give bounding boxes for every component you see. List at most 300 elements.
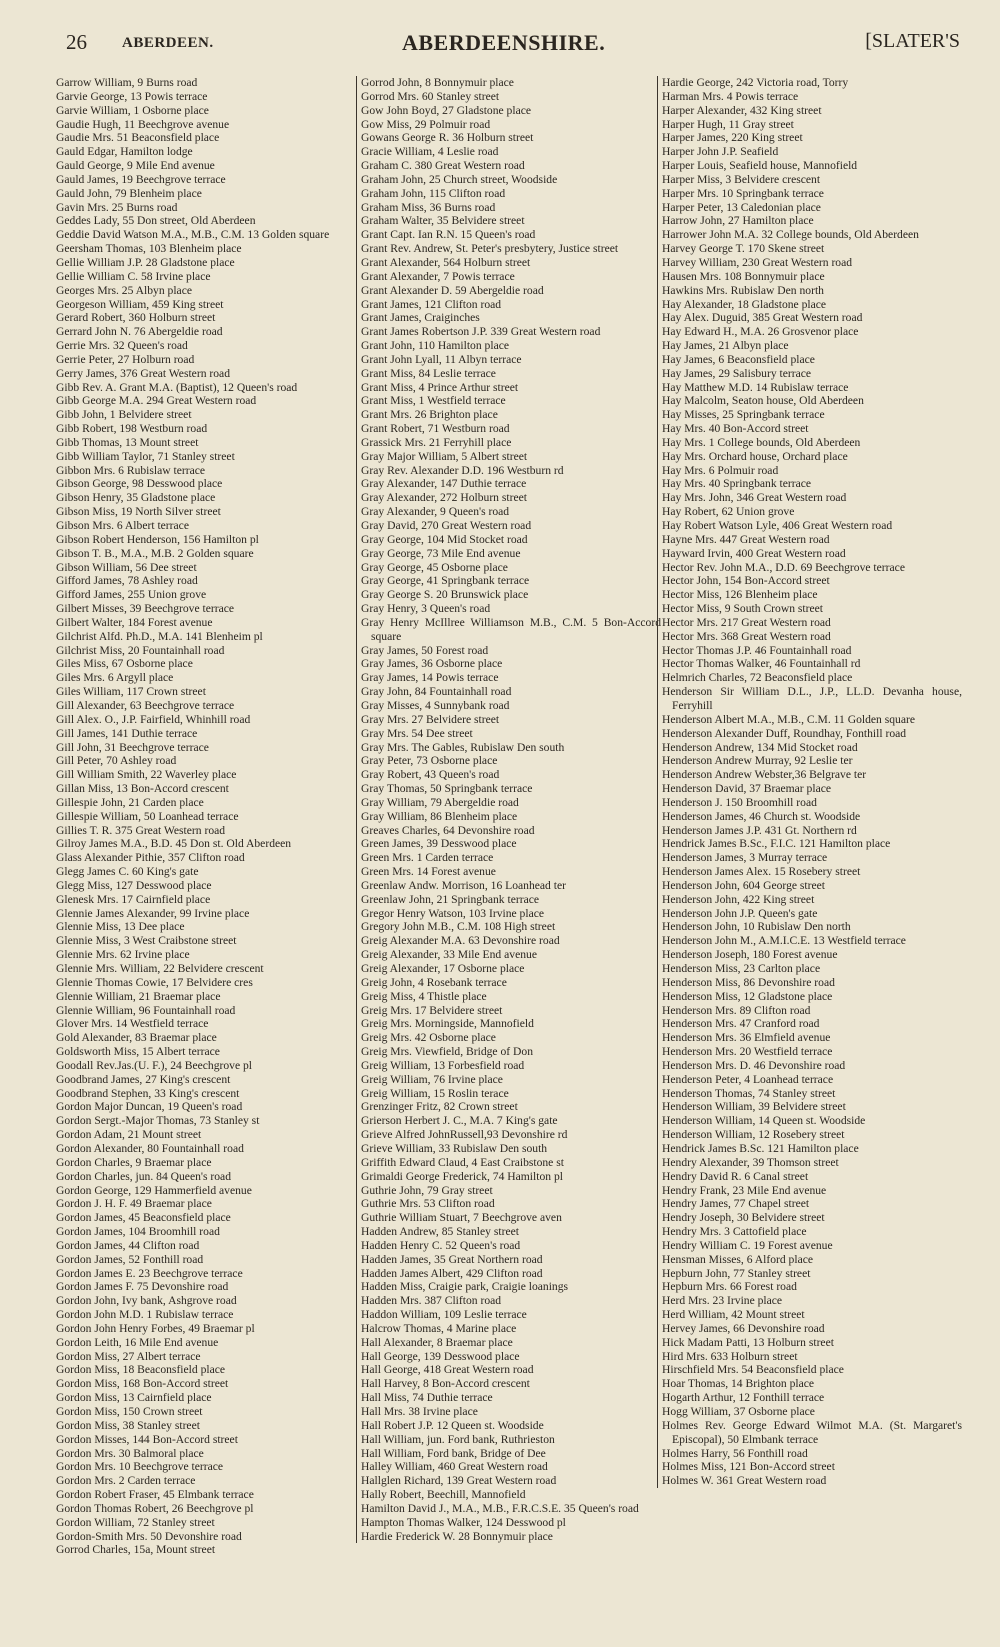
directory-entry: Henderson Peter, 4 Loanhead terrace (662, 1072, 834, 1086)
directory-entry: Henderson Sir William D.L., J.P., LL.D. Devanha house, Ferryhill (662, 685, 962, 712)
directory-entry: Goodbrand James, 27 King's crescent (56, 1072, 231, 1086)
directory-entry: Harman Mrs. 4 Powis terrace (662, 89, 799, 103)
directory-entry: Harper Louis, Seafield house, Mannofield (662, 159, 858, 173)
directory-entry: Hay Malcolm, Seaton house, Old Aberdeen (662, 394, 864, 408)
directory-entry: Grassick Mrs. 21 Ferryhill place (361, 435, 512, 449)
directory-entry: Herd William, 42 Mount street (662, 1308, 805, 1322)
directory-entry: Henderson John J.P. Queen's gate (662, 906, 818, 920)
directory-entry: Henderson James Alex. 15 Rosebery street (662, 865, 861, 879)
directory-entry: Hendry Mrs. 3 Cattofield place (662, 1225, 807, 1239)
directory-entry: Hensman Misses, 6 Alford place (662, 1252, 814, 1266)
directory-entry: Gray Mrs. 54 Dee street (361, 726, 473, 740)
directory-entry: Grant John, 110 Hamilton place (361, 339, 510, 353)
directory-entry: Glennie Thomas Cowie, 17 Belvidere cres (56, 975, 253, 989)
directory-entry: Henderson Mrs. 36 Elmfield avenue (662, 1031, 831, 1045)
directory-entry: Hayward Irvin, 400 Great Western road (662, 546, 846, 560)
directory-entry: Gray James, 36 Osborne place (361, 657, 503, 671)
directory-entry: Gellie William J.P. 28 Gladstone place (56, 255, 235, 269)
directory-entry: Grant Miss, 84 Leslie terrace (361, 366, 496, 380)
directory-entry: Grant Capt. Ian R.N. 15 Queen's road (361, 228, 536, 242)
directory-entry: Gray Henry McIllree Williamson M.B., C.M. 5 Bon-Accord square (361, 615, 661, 643)
directory-entry: Gordon Mrs. 30 Balmoral place (56, 1446, 204, 1460)
directory-entry: Gorrod Charles, 15a, Mount street (56, 1543, 216, 1557)
directory-entry: Glegg Miss, 127 Desswood place (56, 878, 212, 892)
directory-entry: Hay Alexander, 18 Gladstone place (662, 297, 827, 311)
directory-entry: Greig William, 13 Forbesfield road (361, 1058, 525, 1072)
directory-entry: Hay Edward H., M.A. 26 Grosvenor place (662, 325, 859, 339)
directory-entry: Gerrie Mrs. 32 Queen's road (56, 339, 188, 353)
directory-entry: Henderson Mrs. D. 46 Devonshire road (662, 1058, 846, 1072)
directory-entry: Giles Miss, 67 Osborne place (56, 657, 193, 671)
directory-entry: Gray George S. 20 Brunswick place (361, 588, 529, 602)
directory-entry: Gauld Edgar, Hamilton lodge (56, 145, 193, 159)
directory-entry: Gifford James, 255 Union grove (56, 588, 207, 602)
directory-entry: Henderson Alexander Duff, Roundhay, Fonthill road (662, 726, 907, 740)
directory-entry: Hendry William C. 19 Forest avenue (662, 1238, 833, 1252)
directory-entry: Hallglen Richard, 139 Great Western road (361, 1474, 557, 1488)
directory-entry: Hay James, 29 Salisbury terrace (662, 366, 812, 380)
directory-entry: Gibb Thomas, 13 Mount street (56, 435, 199, 449)
directory-entry: Hogg William, 37 Osborne place (662, 1405, 815, 1418)
directory-entry: Gray Alexander, 147 Duthie terrace (361, 477, 527, 491)
directory-entry: Hervey James, 66 Devonshire road (662, 1321, 825, 1335)
directory-entry: Greig Mrs. Morningside, Mannofield (361, 1017, 534, 1031)
directory-entry: Gray Mrs. The Gables, Rubislaw Den south (361, 740, 565, 754)
directory-entry: Hamilton David J., M.A., M.B., F.R.C.S.E. 35 Queen's road (361, 1501, 639, 1515)
directory-entry: Hay Mrs. 40 Bon-Accord street (662, 422, 809, 436)
directory-entry: Henderson David, 37 Braemar place (662, 782, 832, 796)
directory-entry: Gill Alexander, 63 Beechgrove terrace (56, 698, 235, 712)
directory-entry: Henderson Andrew Webster,36 Belgrave ter (662, 768, 867, 782)
directory-entry: Hall Alexander, 8 Braemar place (361, 1335, 513, 1349)
directory-entry: Hendry James, 77 Chapel street (662, 1197, 810, 1211)
directory-entry: Greig William, 15 Roslin terace (361, 1086, 509, 1100)
directory-entry: Gowans George R. 36 Holburn street (361, 131, 534, 145)
directory-entry: Harper Alexander, 432 King street (662, 103, 822, 117)
directory-entry: Glegg James C. 60 King's gate (56, 865, 199, 879)
directory-entry: Hay Robert, 62 Union grove (662, 505, 795, 519)
directory-entry: Gordon John Henry Forbes, 49 Braemar pl (56, 1321, 255, 1335)
directory-entry: Hadden James Albert, 429 Clifton road (361, 1266, 543, 1280)
directory-entry: Gill William Smith, 22 Waverley place (56, 768, 237, 782)
directory-entry: Gold Alexander, 83 Braemar place (56, 1031, 217, 1045)
directory-entry: Harvey George T. 170 Skene street (662, 242, 825, 256)
directory-entry: Glennie Mrs. 62 Irvine place (56, 948, 190, 962)
directory-entry: Helmrich Charles, 72 Beaconsfield place (662, 671, 853, 685)
directory-entry: Henderson Joseph, 180 Forest avenue (662, 948, 838, 962)
directory-entry: Hick Madam Patti, 13 Holburn street (662, 1335, 834, 1349)
directory-entry: Hector Mrs. 217 Great Western road (662, 615, 831, 629)
column-middle (356, 76, 661, 1543)
directory-entry: Gilbert Walter, 184 Forest avenue (56, 615, 213, 629)
directory-entry: Gordon James, 44 Clifton road (56, 1238, 200, 1252)
directory-entry: Gordon J. H. F. 49 Braemar place (56, 1197, 212, 1211)
directory-entry: Hay Mrs. John, 346 Great Western road (662, 491, 847, 505)
directory-entry: Henderson William, 12 Rosebery street (662, 1128, 845, 1142)
directory-entry: Gray Robert, 43 Queen's road (361, 768, 500, 782)
directory-entry: Hadden Miss, Craigie park, Craigie loanings (361, 1280, 569, 1294)
directory-entry: Grant Alexander, 7 Powis terrace (361, 269, 515, 283)
directory-entry: Georgeson William, 459 King street (56, 297, 224, 311)
directory-entry: Harper Miss, 3 Belvidere crescent (662, 172, 821, 186)
directory-entry: Hall Harvey, 8 Bon-Accord crescent (361, 1377, 530, 1391)
directory-entry: Greig Miss, 4 Thistle place (361, 989, 487, 1003)
directory-entry: Gillies T. R. 375 Great Western road (56, 823, 226, 837)
directory-entry: Gordon Miss, 38 Stanley street (56, 1418, 200, 1432)
directory-entry: Gill Alex. O., J.P. Fairfield, Whinhill road (56, 712, 251, 726)
directory-entry: Geersham Thomas, 103 Blenheim place (56, 242, 242, 256)
directory-entry: Hector Thomas Walker, 46 Fountainhall rd (662, 657, 861, 671)
directory-entry: Hepburn Mrs. 66 Forest road (662, 1280, 797, 1294)
directory-entry: Geddes Lady, 55 Don street, Old Aberdeen (56, 214, 256, 228)
directory-entry: Hendry Alexander, 39 Thomson street (662, 1155, 839, 1169)
directory-entry: Gauld George, 9 Mile End avenue (56, 159, 215, 173)
directory-entry: Gellie William C. 58 Irvine place (56, 269, 211, 283)
directory-entry: Gibson William, 56 Dee street (56, 560, 197, 574)
directory-entry: Guthrie William Stuart, 7 Beechgrove aven (361, 1211, 562, 1225)
directory-entry: Garvie George, 13 Powis terrace (56, 89, 208, 103)
directory-entry: Hay Robert Watson Lyle, 406 Great Western road (662, 519, 893, 532)
directory-entry: Grant Mrs. 26 Brighton place (361, 408, 498, 422)
directory-entry: Goodbrand Stephen, 33 King's crescent (56, 1086, 240, 1100)
directory-entry: Gibson George, 98 Desswood place (56, 477, 223, 491)
directory-entry: Gordon James, 52 Fonthill road (56, 1252, 204, 1266)
directory-entry: Gordon Thomas Robert, 26 Beechgrove pl (56, 1501, 254, 1515)
directory-entry: Glover Mrs. 14 Westfield terrace (56, 1017, 209, 1031)
running-head-place: ABERDEEN. (122, 35, 214, 51)
directory-entry: Giles Mrs. 6 Argyll place (56, 671, 174, 685)
directory-entry: Henderson Miss, 86 Devonshire road (662, 975, 835, 989)
directory-entry: Gray David, 270 Great Western road (361, 519, 532, 532)
directory-entry: Gillan Miss, 13 Bon-Accord crescent (56, 782, 229, 796)
directory-entry: Gillespie John, 21 Carden place (56, 795, 204, 809)
directory-entry: Gordon Mrs. 2 Carden terrace (56, 1474, 196, 1488)
directory-entry: Henderson John M., A.M.I.C.E. 13 Westfield terrace (662, 934, 906, 948)
directory-entry: Henderson John, 604 George street (662, 878, 826, 892)
directory-entry: Gibson T. B., M.A., M.B. 2 Golden square (56, 546, 254, 560)
directory-entry: Hendrick James B.Sc., F.I.C. 121 Hamilton place (662, 837, 891, 851)
directory-entry: Harper Mrs. 10 Springbank terrace (662, 186, 824, 200)
directory-entry: Henderson Andrew, 134 Mid Stocket road (662, 740, 858, 754)
directory-entry: Gordon James, 104 Broomhill road (56, 1225, 220, 1239)
directory-entry: Henderson Andrew Murray, 92 Leslie ter (662, 754, 853, 768)
directory-entry: Gray Rev. Alexander D.D. 196 Westburn rd (361, 463, 564, 477)
directory-entry: Gordon James F. 75 Devonshire road (56, 1280, 229, 1294)
column-right (657, 76, 962, 1488)
directory-entry: Henderson Miss, 23 Carlton place (662, 962, 821, 975)
directory-entry: Glenesk Mrs. 17 Cairnfield place (56, 892, 211, 906)
directory-entry: Hector Miss, 126 Blenheim place (662, 588, 818, 602)
directory-entry: Gregor Henry Watson, 103 Irvine place (361, 906, 545, 920)
directory-entry: Gracie William, 4 Leslie road (361, 145, 499, 159)
directory-entry: Henderson Mrs. 20 Westfield terrace (662, 1045, 833, 1059)
directory-entry: Gibb John, 1 Belvidere street (56, 408, 192, 422)
directory-entry: Hausen Mrs. 108 Bonnymuir place (662, 269, 825, 283)
directory-entry: Grenzinger Fritz, 82 Crown street (361, 1100, 518, 1114)
directory-entry: Gray George, 41 Springbank terrace (361, 574, 530, 588)
directory-entry: Grant James, Craiginches (361, 311, 480, 325)
directory-entry: Hector Mrs. 368 Great Western road (662, 629, 831, 643)
directory-entry: Hall George, 139 Desswood place (361, 1349, 520, 1363)
directory-entry: Herd Mrs. 23 Irvine place (662, 1294, 783, 1308)
directory-entry: Gibson Henry, 35 Gladstone place (56, 491, 216, 505)
directory-entry: Harper Hugh, 11 Gray street (662, 117, 794, 131)
directory-entry: Gerrard John N. 76 Abergeldie road (56, 325, 223, 339)
directory-entry: Harper Peter, 13 Caledonian place (662, 200, 821, 214)
directory-entry: Gibson Robert Henderson, 156 Hamilton pl (56, 532, 259, 546)
directory-entry: Henderson Albert M.A., M.B., C.M. 11 Golden square (662, 712, 915, 726)
directory-entry: Greig William, 76 Irvine place (361, 1072, 503, 1086)
directory-entry: Grant Robert, 71 Westburn road (361, 422, 510, 436)
directory-entry: Guthrie Mrs. 53 Clifton road (361, 1197, 495, 1211)
directory-entry: Gordon Miss, 150 Crown street (56, 1405, 203, 1418)
directory-entry: Gibbon Mrs. 6 Rubislaw terrace (56, 463, 206, 477)
directory-entry: Halcrow Thomas, 4 Marine place (361, 1321, 517, 1335)
directory-entry: Hall George, 418 Great Western road (361, 1363, 534, 1377)
directory-entry: Gray Misses, 4 Sunnybank road (361, 698, 510, 712)
directory-entry: Glennie William, 96 Fountainhall road (56, 1003, 236, 1017)
directory-entry: Gray Henry, 3 Queen's road (361, 602, 491, 616)
directory-entry: Halley William, 460 Great Western road (361, 1460, 548, 1474)
directory-entry: Grant Alexander, 564 Holburn street (361, 255, 531, 269)
directory-entry: Glennie Miss, 3 West Craibstone street (56, 934, 237, 948)
directory-entry: Greaves Charles, 64 Devonshire road (361, 823, 535, 837)
directory-entry: Gordon Sergt.-Major Thomas, 73 Stanley st (56, 1114, 260, 1128)
directory-entry: Giles William, 117 Crown street (56, 685, 206, 699)
directory-entry: Grimaldi George Frederick, 74 Hamilton pl (361, 1169, 563, 1183)
directory-entry: Gordon William, 72 Stanley street (56, 1515, 215, 1529)
directory-entry: Garrow William, 9 Burns road (56, 76, 198, 89)
directory-entry: Gordon-Smith Mrs. 50 Devonshire road (56, 1529, 242, 1543)
directory-entry: Gordon Miss, 168 Bon-Accord street (56, 1377, 229, 1391)
directory-entry: Geddie David Watson M.A., M.B., C.M. 13 Golden square (56, 228, 330, 242)
directory-entry: Hay Mrs. 6 Polmuir road (662, 463, 779, 477)
directory-entry: Griffith Edward Claud, 4 East Craibstone st (361, 1155, 564, 1169)
directory-entry: Hay Mrs. 1 College bounds, Old Aberdeen (662, 435, 861, 449)
directory-entry: Gray Major William, 5 Albert street (361, 449, 528, 463)
directory-entry: Gibb George M.A. 294 Great Western road (56, 394, 257, 408)
directory-entry: Gilbert Misses, 39 Beechgrove terrace (56, 602, 235, 616)
directory-entry: Holmes W. 361 Great Western road (662, 1474, 827, 1488)
directory-entry: Hector John, 154 Bon-Accord street (662, 574, 830, 588)
running-head-publisher: [SLATER'S (865, 30, 960, 52)
directory-entry: Gilchrist Alfd. Ph.D., M.A. 141 Blenheim pl (56, 629, 263, 643)
directory-entry: Glennie William, 21 Braemar place (56, 989, 221, 1003)
directory-entry: Holmes Rev. George Edward Wilmot M.A. (St. Margaret's Episcopal), 50 Elmbank terrace (662, 1418, 962, 1446)
directory-entry: Greig Alexander, 17 Osborne place (361, 962, 525, 975)
directory-entry: Gordon Misses, 144 Bon-Accord street (56, 1432, 238, 1446)
directory-entry: Hally Robert, Beechill, Mannofield (361, 1488, 526, 1502)
directory-entry: Harper James, 220 King street (662, 131, 803, 145)
directory-entry: Gaudie Hugh, 11 Beechgrove avenue (56, 117, 230, 131)
directory-entry: Henderson Mrs. 89 Clifton road (662, 1003, 811, 1017)
directory-entry: Gerrie Peter, 27 Holburn road (56, 352, 195, 366)
directory-entry: Hardie Frederick W. 28 Bonnymuir place (361, 1529, 553, 1543)
directory-entry: Gray William, 86 Blenheim place (361, 809, 518, 823)
directory-entry: Gray John, 84 Fountainhall road (361, 685, 512, 699)
directory-entry: Hepburn John, 77 Stanley street (662, 1266, 811, 1280)
directory-entry: Hector Rev. John M.A., D.D. 69 Beechgrove terrace (662, 560, 905, 574)
directory-entry: Hadden Andrew, 85 Stanley street (361, 1225, 519, 1239)
directory-entry: Gray Mrs. 27 Belvidere street (361, 712, 500, 726)
directory-entry: Harrower John M.A. 32 College bounds, Old Aberdeen (662, 228, 919, 242)
directory-entry: Gray George, 73 Mile End avenue (361, 546, 521, 560)
directory-entry: Hall Robert J.P. 12 Queen st. Woodside (361, 1418, 544, 1432)
directory-entry: Hay James, 21 Albyn place (662, 339, 789, 353)
directory-entry: Gray Peter, 73 Osborne place (361, 754, 498, 768)
directory-entry: Grieve William, 33 Rubislaw Den south (361, 1141, 548, 1155)
directory-entry: Garvie William, 1 Osborne place (56, 103, 209, 117)
directory-entry: Hawkins Mrs. Rubislaw Den north (662, 283, 824, 297)
directory-entry: Graham Walter, 35 Belvidere street (361, 214, 525, 228)
directory-entry: Gibb William Taylor, 71 Stanley street (56, 449, 235, 463)
directory-entry: Grierson Herbert J. C., M.A. 7 King's gate (361, 1114, 558, 1128)
directory-entry: Gordon James E. 23 Beechgrove terrace (56, 1266, 243, 1280)
directory-entry: Hendry Frank, 23 Mile End avenue (662, 1183, 827, 1197)
directory-entry: Hayne Mrs. 447 Great Western road (662, 532, 830, 546)
directory-entry: Gray William, 79 Abergeldie road (361, 795, 519, 809)
directory-entry: Henderson Miss, 12 Gladstone place (662, 989, 833, 1003)
page-title: ABERDEENSHIRE. (402, 30, 606, 55)
directory-entry: Grant Miss, 4 Prince Arthur street (361, 380, 519, 394)
directory-entry: Gordon Charles, 9 Braemar place (56, 1155, 212, 1169)
directory-entry: Hadden Henry C. 52 Queen's road (361, 1238, 521, 1252)
directory-entry: Gray George, 104 Mid Stocket road (361, 532, 528, 546)
directory-entry: Henderson James, 3 Murray terrace (662, 851, 828, 865)
directory-entry: Hendry David R. 6 Canal street (662, 1169, 809, 1183)
directory-entry: Haddon William, 109 Leslie terrace (361, 1308, 527, 1322)
directory-entry: Hirschfield Mrs. 54 Beaconsfield place (662, 1363, 844, 1377)
directory-entry: Henderson John, 10 Rubislaw Den north (662, 920, 851, 934)
directory-entry: Henderson J. 150 Broomhill road (662, 795, 817, 809)
directory-entry: Gray Thomas, 50 Springbank terrace (361, 782, 533, 796)
directory-entry: Gorrod John, 8 Bonnymuir place (361, 76, 514, 89)
directory-entry: Gray George, 45 Osborne place (361, 560, 508, 574)
directory-entry: Goldsworth Miss, 15 Albert terrace (56, 1045, 220, 1059)
directory-entry: Henderson William, 39 Belvidere street (662, 1100, 846, 1114)
directory-entry: Gordon John, Ivy bank, Ashgrove road (56, 1294, 237, 1308)
directory-entry: Grant James, 121 Clifton road (361, 297, 502, 311)
column-left (56, 76, 346, 1557)
directory-entry: Hall Miss, 74 Duthie terrace (361, 1391, 493, 1405)
directory-entry: Greig Mrs. 17 Belvidere street (361, 1003, 503, 1017)
page-header (66, 30, 960, 60)
directory-entry: Hardie George, 242 Victoria road, Torry (662, 76, 849, 89)
directory-entry: Grant James Robertson J.P. 339 Great Western road (361, 325, 601, 339)
directory-entry: Greig Mrs. Viewfield, Bridge of Don (361, 1045, 533, 1059)
directory-entry: Henderson Mrs. 47 Cranford road (662, 1017, 820, 1031)
directory-entry: Hay Mrs. Orchard house, Orchard place (662, 449, 848, 463)
directory-entry: Hay Mrs. 40 Springbank terrace (662, 477, 812, 491)
directory-entry: Gordon Alexander, 80 Fountainhall road (56, 1141, 244, 1155)
directory-entry: Gill Peter, 70 Ashley road (56, 754, 177, 768)
directory-entry: Gavin Mrs. 25 Burns road (56, 200, 178, 214)
page-number: 26 (66, 30, 87, 54)
directory-entry: Hampton Thomas Walker, 124 Desswood pl (361, 1515, 566, 1529)
directory-entry: Green Mrs. 1 Carden terrace (361, 851, 494, 865)
directory-entry: Gibb Robert, 198 Westburn road (56, 422, 208, 436)
directory-entry: Gordon Charles, jun. 84 Queen's road (56, 1169, 231, 1183)
directory-entry: Glass Alexander Pithie, 357 Clifton road (56, 851, 245, 865)
directory-entry: Hall William, jun. Ford bank, Ruthrieston (361, 1432, 555, 1446)
directory-entry: Gordon Leith, 16 Mile End avenue (56, 1335, 219, 1349)
directory-entry: Gray James, 14 Powis terrace (361, 671, 499, 685)
directory-entry: Hendrick James B.Sc. 121 Hamilton place (662, 1141, 859, 1155)
directory-entry: Henderson William, 14 Queen st. Woodside (662, 1114, 866, 1128)
directory-entry: Henderson James J.P. 431 Gt. Northern rd (662, 823, 857, 837)
directory-entry: Gilchrist Miss, 20 Fountainhall road (56, 643, 225, 657)
directory-entry: Gibson Miss, 19 North Silver street (56, 505, 221, 519)
directory-entry: Hay Alex. Duguid, 385 Great Western road (662, 311, 863, 325)
directory-entry: Graham John, 115 Clifton road (361, 186, 506, 200)
directory-entry: Green Mrs. 14 Forest avenue (361, 865, 496, 879)
directory-entry: Hall Mrs. 38 Irvine place (361, 1405, 478, 1418)
directory-entry: Hall William, Ford bank, Bridge of Dee (361, 1446, 546, 1460)
directory-entry: Gerry James, 376 Great Western road (56, 366, 230, 380)
directory-entry: Graham C. 380 Great Western road (361, 159, 525, 173)
directory-entry: Grant Rev. Andrew, St. Peter's presbytery, Justice street (361, 242, 619, 256)
directory-entry: Harper John J.P. Seafield (662, 145, 779, 159)
directory-entry: Harrow John, 27 Hamilton place (662, 214, 814, 228)
directory-entry: Gibb Rev. A. Grant M.A. (Baptist), 12 Queen's road (56, 380, 298, 394)
directory-entry: Gordon George, 129 Hammerfield avenue (56, 1183, 252, 1197)
directory-entry: Greig Alexander, 33 Mile End avenue (361, 948, 537, 962)
directory-entry: Hay Misses, 25 Springbank terrace (662, 408, 825, 422)
directory-entry: Gill John, 31 Beechgrove terrace (56, 740, 209, 754)
directory-entry: Gray James, 50 Forest road (361, 643, 489, 657)
directory-entry: Grant John Lyall, 11 Albyn terrace (361, 352, 522, 366)
directory-entry: Henderson Thomas, 74 Stanley street (662, 1086, 836, 1100)
directory-entry: Gauld John, 79 Blenheim place (56, 186, 202, 200)
directory-entry: Goodall Rev.Jas.(U. F.), 24 Beechgrove pl (56, 1058, 253, 1072)
directory-entry: Gibson Mrs. 6 Albert terrace (56, 519, 189, 532)
directory-entry: Grieve Alfred JohnRussell,93 Devonshire rd (361, 1128, 568, 1142)
directory-entry: Harvey William, 230 Great Western road (662, 255, 853, 269)
directory-entry: Hadden Mrs. 387 Clifton road (361, 1294, 502, 1308)
directory-entry: Gordon John M.D. 1 Rubislaw terrace (56, 1308, 234, 1322)
directory-entry: Gray Alexander, 272 Holburn street (361, 491, 527, 505)
directory-entry: Holmes Miss, 121 Bon-Accord street (662, 1460, 835, 1474)
directory-entry: Glennie Mrs. William, 22 Belvidere crescent (56, 962, 264, 975)
directory-entry: Greig Alexander M.A. 63 Devonshire road (361, 934, 560, 948)
directory-entry: Greig John, 4 Rosebank terrace (361, 975, 507, 989)
directory-entry: Holmes Harry, 56 Fonthill road (662, 1446, 808, 1460)
directory-entry: Gray Alexander, 9 Queen's road (361, 505, 510, 519)
directory-entry: Green James, 39 Desswood place (361, 837, 517, 851)
directory-entry: Georges Mrs. 25 Albyn place (56, 283, 192, 297)
directory-entry: Glennie Miss, 13 Dee place (56, 920, 185, 934)
directory-entry: Henderson James, 46 Church st. Woodside (662, 809, 861, 823)
directory-entry: Hector Miss, 9 South Crown street (662, 602, 824, 616)
directory-entry: Grant Miss, 1 Westfield terrace (361, 394, 506, 408)
directory-entry: Gow John Boyd, 27 Gladstone place (361, 103, 532, 117)
directory-entry: Gerard Robert, 360 Holburn street (56, 311, 216, 325)
directory-entry: Hird Mrs. 633 Holburn street (662, 1349, 798, 1363)
directory-entry: Graham Miss, 36 Burns road (361, 200, 496, 214)
directory-entry: Gillespie William, 50 Loanhead terrace (56, 809, 239, 823)
directory-entry: Gordon Robert Fraser, 45 Elmbank terrace (56, 1488, 254, 1502)
directory-entry: Glennie James Alexander, 99 Irvine place (56, 906, 250, 920)
directory-entry: Gaudie Mrs. 51 Beaconsfield place (56, 131, 220, 145)
directory-entry: Greenlaw Andw. Morrison, 16 Loanhead ter (361, 878, 566, 892)
directory-entry: Hay Matthew M.D. 14 Rubislaw terrace (662, 380, 849, 394)
directory-entry: Gorrod Mrs. 60 Stanley street (361, 89, 500, 103)
directory-entry: Gauld James, 19 Beechgrove terrace (56, 172, 226, 186)
directory-entry: Hadden James, 35 Great Northern road (361, 1252, 543, 1266)
directory-entry: Guthrie John, 79 Gray street (361, 1183, 493, 1197)
directory-entry: Gow Miss, 29 Polmuir road (361, 117, 491, 131)
directory-entry: Hay James, 6 Beaconsfield place (662, 352, 815, 366)
